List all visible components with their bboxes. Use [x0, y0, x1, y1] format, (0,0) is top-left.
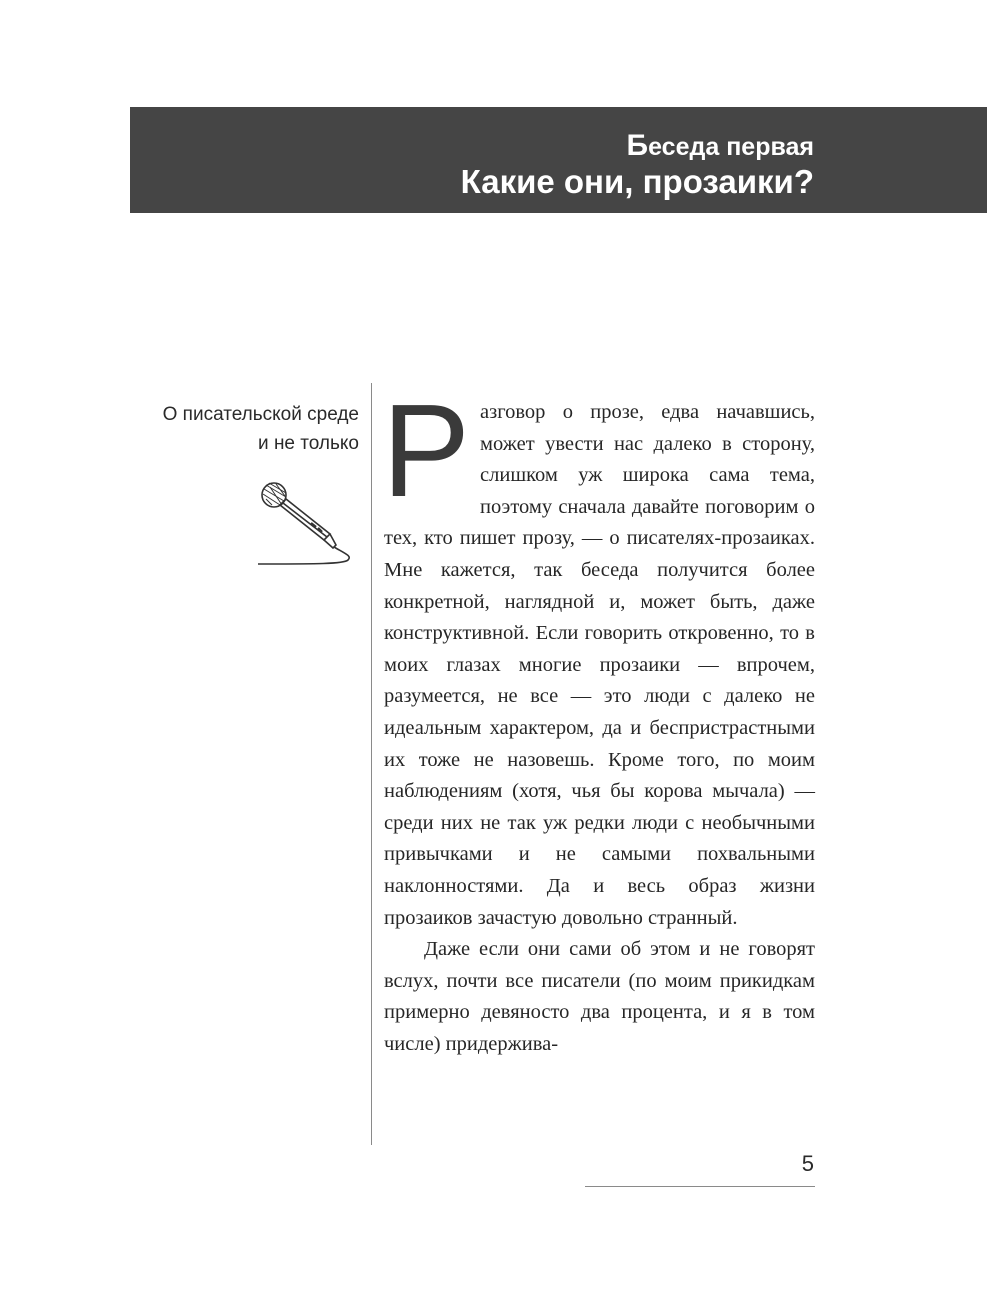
margin-note	[109, 400, 359, 458]
chapter-title: Какие они, прозаики?	[460, 163, 814, 200]
margin-divider	[371, 383, 372, 1145]
margin-note-line-2: и не только	[258, 433, 359, 454]
body-text	[382, 377, 815, 1060]
drop-cap: Р	[382, 377, 471, 524]
paragraph-1	[382, 377, 815, 934]
paragraph-1-text: азговор о прозе, едва начавшись, может увести нас далеко в сторону, слишком уж широка сама тема, поэтому сначала давайте поговорим о тех, кто пишет прозу, — о писателях-прозаиках. Мне кажется, так беседа получится более конкретной, наглядной и, может быть, даже конструктивной. Если говорить откровенно, то в моих глазах многие прозаики — впрочем, разумеется, не все — это люди с далеко не идеальным характером, да и беспристрастными их тоже не назовешь. Кроме того, по моим наблюдениям (хотя, чья бы корова мычала) — среди них не так уж редки люди с необычными привычками и не самыми похвальными наклонностями. Да и весь образ жизни прозаиков зачастую довольно странный.	[384, 401, 815, 929]
microphone-icon	[256, 476, 362, 568]
margin-note-line-1: О писательской среде	[162, 404, 359, 425]
chapter-label-initial: Б	[626, 129, 649, 162]
chapter-label-rest: еседа первая	[648, 133, 814, 161]
paragraph-2: Даже если они сами об этом и не говорят вслух, почти все писатели (по моим прикидкам примерно девяносто два процента, и я в том числе) придержива-	[384, 938, 815, 1055]
chapter-label	[627, 129, 814, 163]
chapter-header	[130, 107, 987, 213]
page-number: 5	[801, 1151, 814, 1176]
footer-rule	[585, 1186, 815, 1187]
